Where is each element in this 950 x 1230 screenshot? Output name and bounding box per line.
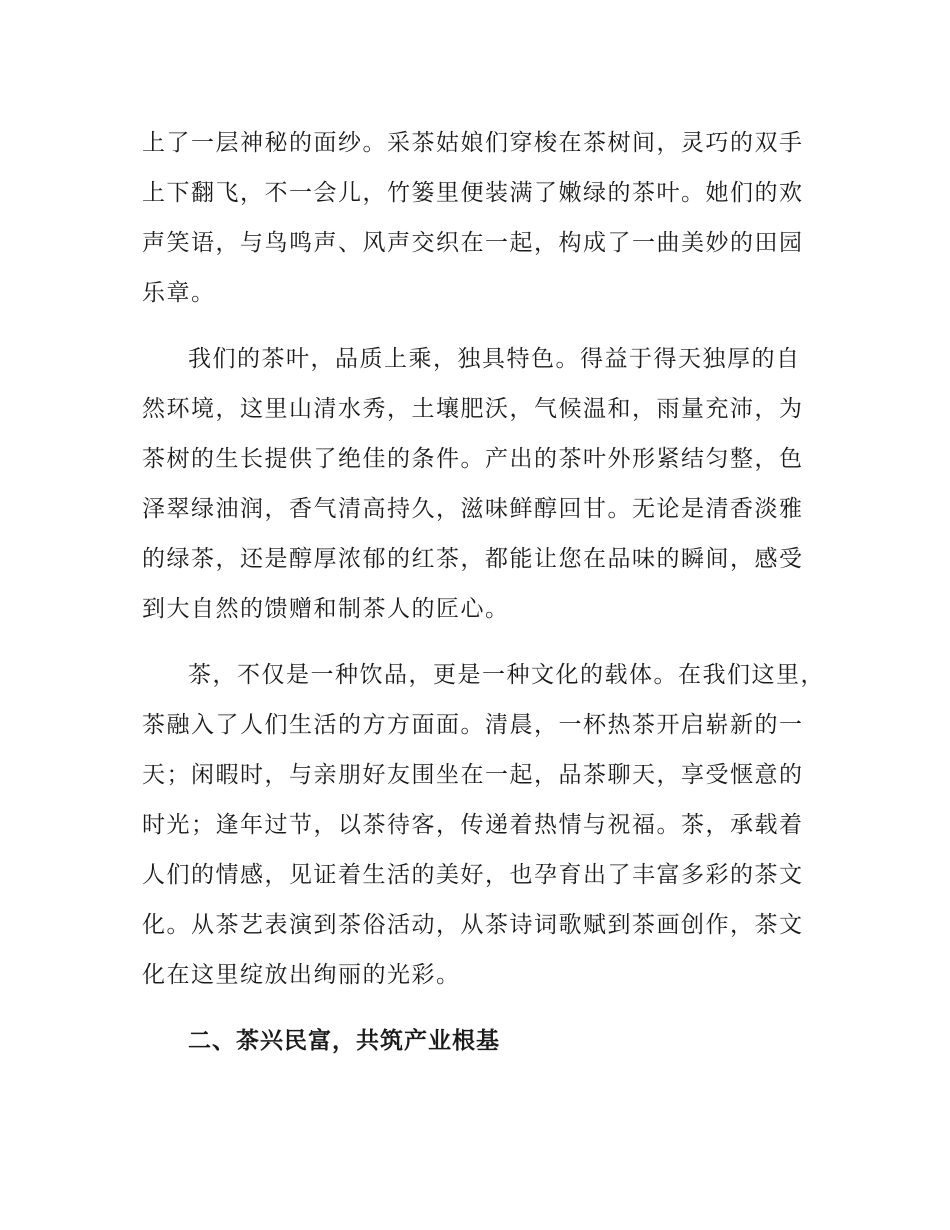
paragraph-3 (142, 650, 825, 1000)
text-line: 时光；逢年过节，以茶待客，传递着热情与祝福。茶，承载着 (142, 812, 804, 838)
text-line: 声笑语，与鸟鸣声、风声交织在一起，构成了一曲美妙的田园 (142, 230, 804, 256)
text-line: 茶，不仅是一种饮品，更是一种文化的载体。在我们这里， (188, 662, 825, 688)
text-line: 乐章。 (142, 280, 216, 306)
text-line: 化。从茶艺表演到茶俗活动，从茶诗词歌赋到茶画创作，茶文 (142, 912, 804, 938)
paragraph-gap (142, 1000, 822, 1016)
paragraph-gap (142, 318, 822, 334)
text-line: 我们的茶叶，品质上乘，独具特色。得益于得天独厚的自 (188, 346, 801, 372)
document-body (142, 118, 825, 1066)
section-heading: 二、茶兴民富，共筑产业根基 (188, 1028, 500, 1054)
paragraph-1 (142, 118, 822, 318)
text-line: 上了一层神秘的面纱。采茶姑娘们穿梭在茶树间，灵巧的双手 (142, 130, 804, 156)
text-line: 泽翠绿油润，香气清高持久，滋味鲜醇回甘。无论是清香淡雅 (142, 496, 804, 522)
text-line: 到大自然的馈赠和制茶人的匠心。 (142, 596, 510, 622)
text-line: 天；闲暇时，与亲朋好友围坐在一起，品茶聊天，享受惬意的 (142, 762, 804, 788)
text-line: 然环境，这里山清水秀，土壤肥沃，气候温和，雨量充沛，为 (142, 396, 804, 422)
text-line: 的绿茶，还是醇厚浓郁的红茶，都能让您在品味的瞬间，感受 (142, 546, 804, 572)
text-line: 茶树的生长提供了绝佳的条件。产出的茶叶外形紧结匀整，色 (142, 446, 804, 472)
text-line: 化在这里绽放出绚丽的光彩。 (142, 962, 461, 988)
text-line: 上下翻飞，不一会儿，竹篓里便装满了嫩绿的茶叶。她们的欢 (142, 180, 804, 206)
text-line: 人们的情感，见证着生活的美好，也孕育出了丰富多彩的茶文 (142, 862, 804, 888)
text-line: 茶融入了人们生活的方方面面。清晨，一杯热茶开启崭新的一 (142, 712, 804, 738)
paragraph-2 (142, 334, 822, 634)
paragraph-gap (142, 634, 822, 650)
